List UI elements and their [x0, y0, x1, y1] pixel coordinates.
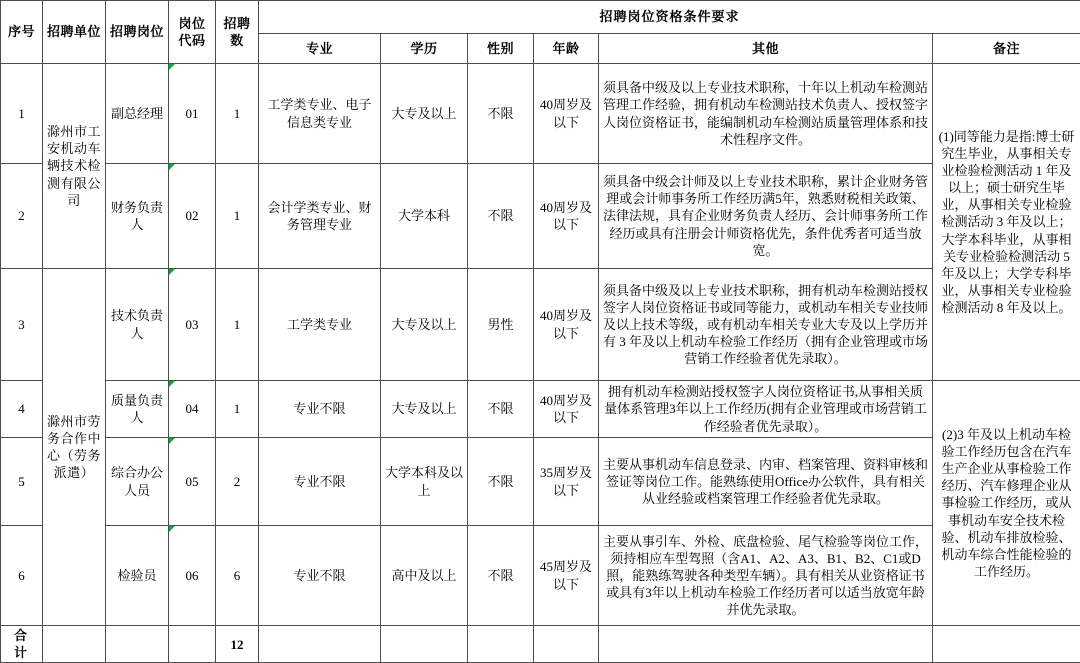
cell-age: 40周岁及以下 [534, 164, 599, 269]
header-unit: 招聘单位 [43, 1, 106, 64]
cell-post: 副总经理 [106, 64, 169, 164]
header-education: 学历 [381, 34, 468, 64]
cell-code-text: 02 [172, 207, 212, 224]
cell-education: 大专及以上 [381, 269, 468, 381]
cell-gender: 不限 [468, 526, 534, 626]
cell-age: 40周岁及以下 [534, 64, 599, 164]
cell-gender: 不限 [468, 438, 534, 526]
cell-code-text: 03 [172, 316, 212, 333]
cell-major: 专业不限 [259, 438, 381, 526]
header-qualification-group: 招聘岗位资格条件要求 [259, 1, 1080, 34]
cell-post: 综合办公人员 [106, 438, 169, 526]
table-header-row-1 [1, 1, 1080, 34]
cell-education: 大专及以上 [381, 381, 468, 438]
table-row [1, 381, 1080, 438]
cell-code [169, 64, 216, 164]
cell-seq: 1 [1, 64, 43, 164]
error-marker-icon [169, 526, 175, 532]
cell-count: 1 [216, 164, 259, 269]
cell-count: 2 [216, 438, 259, 526]
error-marker-icon [169, 438, 175, 444]
cell-code-text: 04 [172, 400, 212, 417]
cell-seq: 2 [1, 164, 43, 269]
cell-code [169, 438, 216, 526]
cell-major: 工学类专业、电子信息类专业 [259, 64, 381, 164]
cell-code [169, 269, 216, 381]
cell-education: 高中及以上 [381, 526, 468, 626]
cell-post: 检验员 [106, 526, 169, 626]
total-other-blank [599, 626, 933, 663]
header-post: 招聘岗位 [106, 1, 169, 64]
table-row [1, 269, 1080, 381]
cell-age: 45周岁及以下 [534, 526, 599, 626]
cell-other: 拥有机动车检测站授权签字人岗位资格证书,从事相关质量体系管理3年以上工作经历(拥有企业管理或市场营销工作经验者优先录取）。 [599, 381, 933, 438]
table-row [1, 438, 1080, 526]
cell-age: 40周岁及以下 [534, 269, 599, 381]
cell-post: 财务负责人 [106, 164, 169, 269]
cell-other: 须具备中级及以上专业技术职称，拥有机动车检测站授权签字人岗位资格证书或同等能力，或机动车相关专业技师及以上技术等级，或有机动车相关专业大专及以上学历并有 3 年及以上机动车检验工作经历（拥有企业管理或市场营销工作经验者优先录取）。 [599, 269, 933, 381]
header-note: 备注 [933, 34, 1080, 64]
cell-count: 1 [216, 381, 259, 438]
cell-major: 工学类专业 [259, 269, 381, 381]
error-marker-icon [169, 269, 175, 275]
error-marker-icon [169, 164, 175, 170]
header-major: 专业 [259, 34, 381, 64]
cell-count: 1 [216, 269, 259, 381]
cell-education: 大学本科及以上 [381, 438, 468, 526]
total-count: 12 [216, 626, 259, 663]
total-gender-blank [468, 626, 534, 663]
cell-count: 6 [216, 526, 259, 626]
cell-gender: 不限 [468, 64, 534, 164]
cell-note-1: (1)同等能力是指:博士研究生毕业，从事相关专业检验检测活动 1 年及以上；硕士研究生毕业，从事相关专业检验检测活动 3 年及以上；大学本科毕业，从事相关专业检验检测活动 5 年及以上；大学专科毕业，从事相关专业检验检测活动 8 年及以上。 [933, 64, 1080, 381]
cell-unit: 滁州市劳务合作中心（劳务派遣） [43, 269, 106, 626]
cell-seq: 6 [1, 526, 43, 626]
header-other: 其他 [599, 34, 933, 64]
cell-code [169, 381, 216, 438]
cell-gender: 男性 [468, 269, 534, 381]
cell-other: 须具备中级及以上专业技术职称，十年以上机动车检测站管理工作经验，拥有机动车检测站技术负责人、授权签字人岗位资格证书，能编制机动车检测站质量管理体系和技术性程序文件。 [599, 64, 933, 164]
total-education-blank [381, 626, 468, 663]
cell-other: 主要从事引车、外检、底盘检验、尾气检验等岗位工作，须持相应车型驾照（含A1、A2、A3、B1、B2、C1或D照，能熟练驾驶各种类型车辆）。具有相关从业资格证书或具有3年以上机动车检验工作经历者可以适当放宽年龄并优先录取。 [599, 526, 933, 626]
total-post-blank [106, 626, 169, 663]
cell-unit: 滁州市工安机动车辆技术检测有限公司 [43, 64, 106, 269]
cell-major: 专业不限 [259, 381, 381, 438]
cell-other: 主要从事机动车信息登录、内审、档案管理、资料审核和签证等岗位工作。能熟练使用Office办公软件，具有相关从业经验或档案管理工作经验者优先录取。 [599, 438, 933, 526]
cell-education: 大专及以上 [381, 64, 468, 164]
header-count: 招聘数 [216, 1, 259, 64]
cell-major: 会计学类专业、财务管理专业 [259, 164, 381, 269]
total-code-blank [169, 626, 216, 663]
total-note-blank [933, 626, 1080, 663]
total-label: 合 计 [1, 626, 43, 663]
cell-code [169, 164, 216, 269]
table-row [1, 164, 1080, 269]
header-code: 岗位代码 [169, 1, 216, 64]
table-row [1, 64, 1080, 164]
cell-code-text: 06 [172, 567, 212, 584]
cell-note-2: (2)3 年及以上机动车检验工作经历包含在汽车生产企业从事检验工作经历、汽车修理企业从事检验工作经历，或从事机动车安全技术检验、机动车排放检验、机动车综合性能检验的工作经历。 [933, 381, 1080, 626]
cell-age: 35周岁及以下 [534, 438, 599, 526]
header-age: 年龄 [534, 34, 599, 64]
cell-seq: 5 [1, 438, 43, 526]
cell-code-text: 01 [172, 105, 212, 122]
cell-code [169, 526, 216, 626]
total-major-blank [259, 626, 381, 663]
cell-other: 须具备中级会计师及以上专业技术职称，累计企业财务管理或会计师事务所工作经历满5年，熟悉财税相关政策、法律法规，具有企业财务负责人经历、会计师事务所工作经历或具有注册会计师资格优先，条件优秀者可适当放宽。 [599, 164, 933, 269]
cell-code-text: 05 [172, 473, 212, 490]
cell-education: 大学本科 [381, 164, 468, 269]
table-total-row [1, 626, 1080, 663]
cell-major: 专业不限 [259, 526, 381, 626]
total-unit-blank [43, 626, 106, 663]
cell-count: 1 [216, 64, 259, 164]
cell-age: 40周岁及以下 [534, 381, 599, 438]
total-age-blank [534, 626, 599, 663]
cell-post: 质量负责人 [106, 381, 169, 438]
cell-post: 技术负责人 [106, 269, 169, 381]
cell-seq: 3 [1, 269, 43, 381]
error-marker-icon [169, 64, 175, 70]
table-row [1, 526, 1080, 626]
header-gender: 性别 [468, 34, 534, 64]
error-marker-icon [169, 381, 175, 387]
cell-gender: 不限 [468, 381, 534, 438]
cell-seq: 4 [1, 381, 43, 438]
cell-gender: 不限 [468, 164, 534, 269]
header-seq: 序号 [1, 1, 43, 64]
